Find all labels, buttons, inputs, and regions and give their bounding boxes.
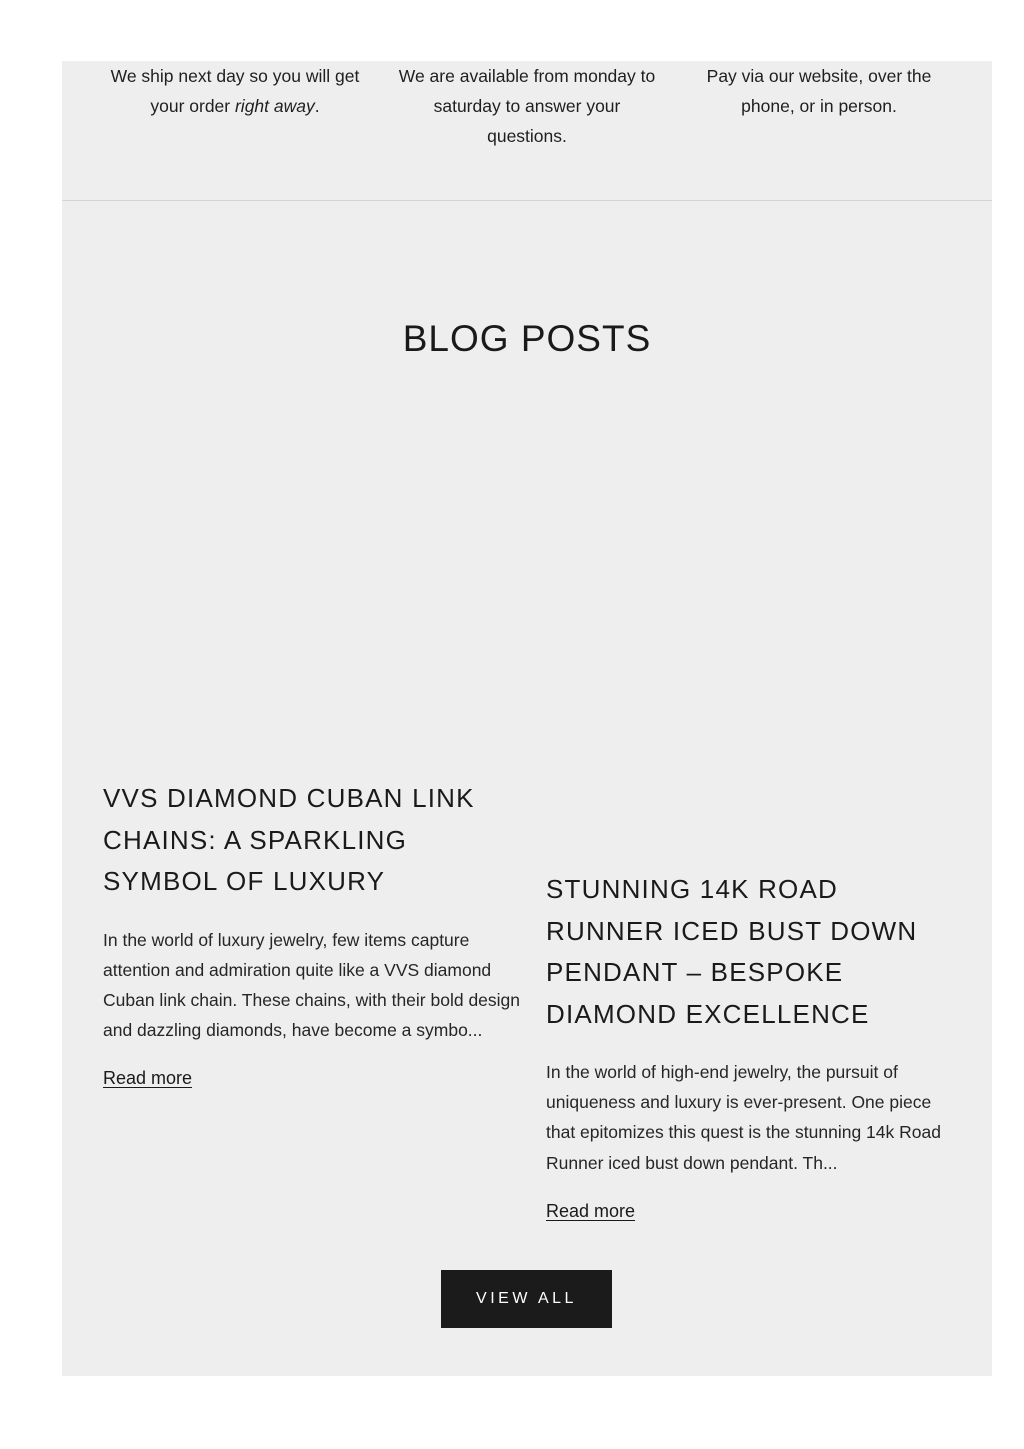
blog-post-card (103, 778, 523, 1091)
feature-support-text: We are available from monday to saturday to answer your questions. (398, 66, 656, 146)
read-more-link[interactable]: Read more (546, 1200, 636, 1221)
feature-shipping (100, 61, 370, 121)
feature-shipping-emphasis: right away (234, 96, 315, 116)
feature-shipping-end: . (314, 96, 320, 116)
blog-post-card (546, 869, 951, 1224)
feature-payment (684, 61, 954, 121)
blog-post-excerpt: In the world of high-end jewelry, the pursuit of uniqueness and luxury is ever-present. One piece that epitomizes this quest is the stunning 14k Road Runner iced bust down pendant. Th... (546, 1062, 941, 1173)
blog-post-title[interactable]: STUNNING 14K ROAD RUNNER ICED BUST DOWN PENDANT – BESPOKE DIAMOND EXCELLENCE (546, 874, 918, 1029)
content-panel (62, 61, 992, 1376)
blog-section-title: BLOG POSTS (402, 318, 652, 359)
section-divider (62, 200, 992, 201)
blog-post-title[interactable]: VVS DIAMOND CUBAN LINK CHAINS: A SPARKLING SYMBOL OF LUXURY (103, 783, 475, 896)
blog-post-excerpt: In the world of luxury jewelry, few items capture attention and admiration quite like a VVS diamond Cuban link chain. These chains, with their bold design and dazzling diamonds, have become a symbo... (103, 929, 521, 1041)
feature-shipping-text: We ship next day so you will get your order (110, 66, 360, 116)
feature-support (392, 61, 662, 151)
feature-payment-text: Pay via our website, over the phone, or in person. (706, 66, 932, 116)
read-more-link[interactable]: Read more (103, 1068, 193, 1089)
features-row (62, 61, 992, 200)
view-all-button[interactable]: VIEW ALL (441, 1270, 612, 1328)
